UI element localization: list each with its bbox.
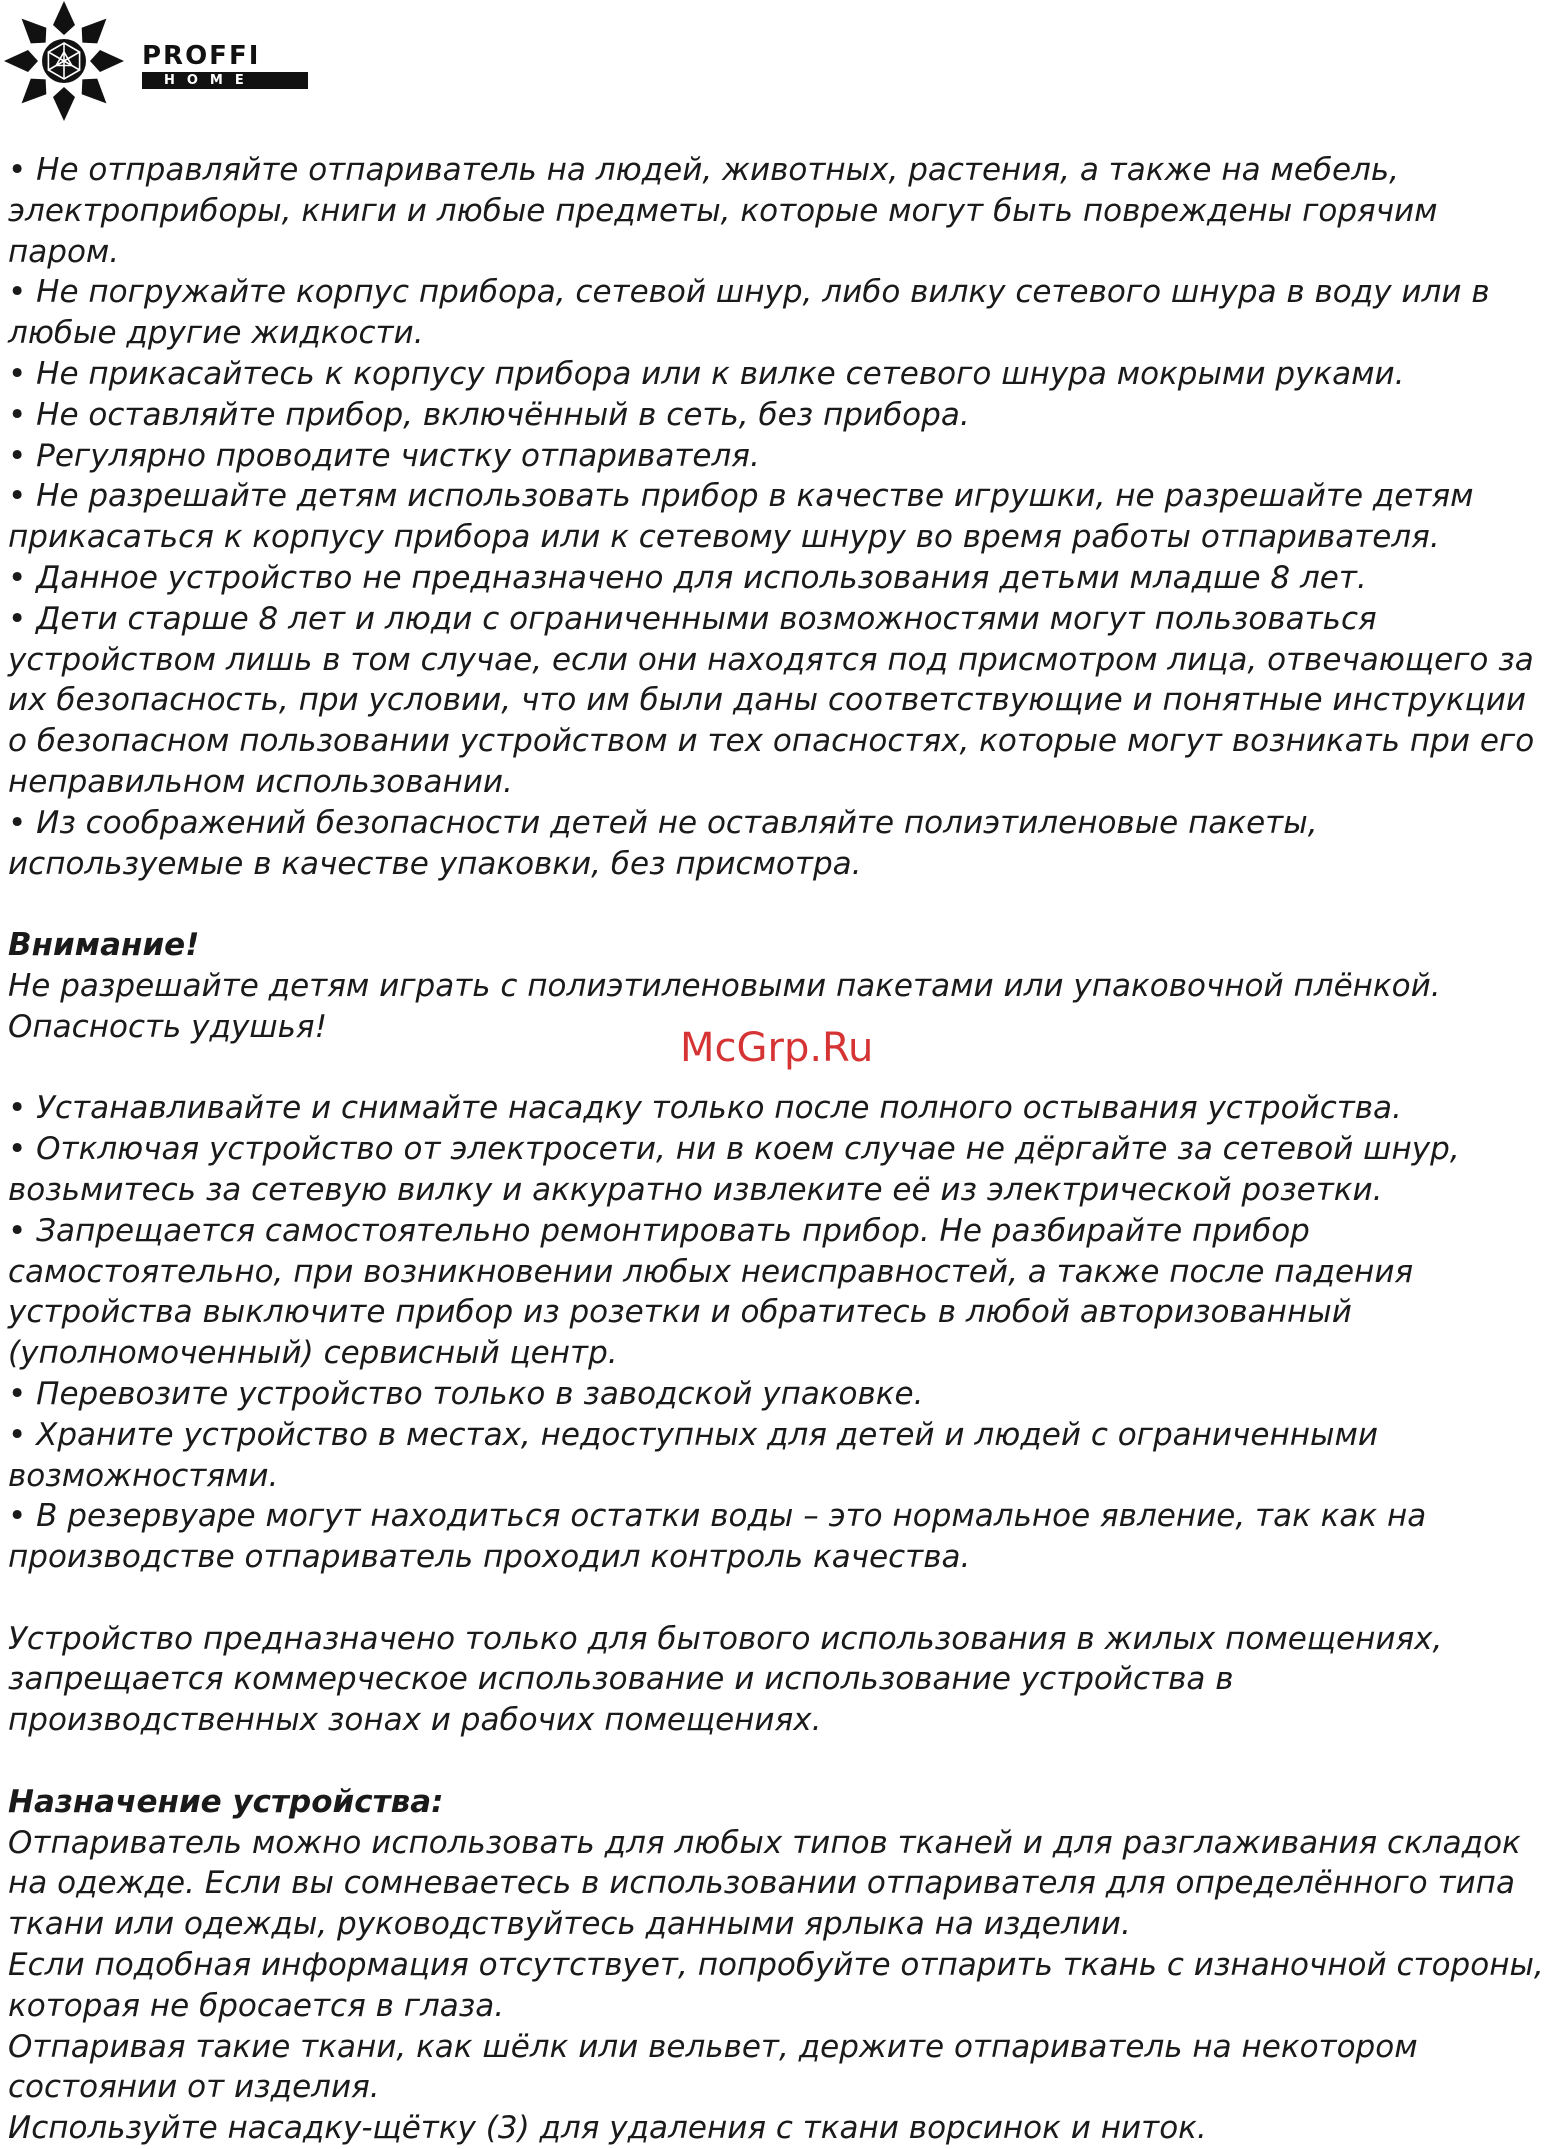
purpose-heading: Назначение устройства:: [8, 1783, 444, 1820]
watermark: McGrp.Ru: [680, 1025, 874, 1071]
list-item: • Устанавливайте и снимайте насадку только после полного остывания устройства.: [8, 1090, 1402, 1127]
list-item: • Не отправляйте отпариватель на людей, животных, растения, а также на мебель, электроприборы, книги и любые предметы, которые могут быть повреждены горячим паром.: [8, 152, 1438, 270]
list-item: • Не разрешайте детям использовать прибор в качестве игрушки, не разрешайте детям прикасаться к корпусу прибора или к сетевому шнуру во время работы отпаривателя.: [8, 478, 1474, 556]
brand-sub: HOME: [142, 72, 308, 89]
list-item: • Отключая устройство от электросети, ни в коем случае не дёргайте за сетевой шнур, возьмитесь за сетевую вилку и аккуратно извлеките её из электрической розетки.: [8, 1131, 1460, 1208]
brand-wordmark: [142, 42, 308, 89]
purpose-paragraph: Отпариватель можно использовать для любых типов тканей и для разглаживания складок на одежде. Если вы сомневаетесь в использовании отпаривателя для определённого типа ткани или одежды, руководствуйтесь данными ярлыка на изделии.: [8, 1824, 1521, 1943]
list-item: • Из соображений безопасности детей не оставляйте полиэтиленовые пакеты, используемые в качестве упаковки, без присмотра.: [8, 804, 1318, 882]
warning-heading: Внимание!: [8, 927, 200, 964]
manual-text: [8, 150, 1553, 2149]
snowflake-logo-icon: [0, 0, 130, 125]
list-item: • В резервуаре могут находиться остатки воды – это нормальное явление, так как на производстве отпариватель проходил контроль качества.: [8, 1498, 1427, 1576]
list-item: • Регулярно проводите чистку отпаривателя.: [8, 437, 760, 474]
purpose-paragraph: Используйте насадку-щётку (3) для удаления с ткани ворсинок и ниток.: [8, 2110, 1207, 2147]
household-note: Устройство предназначено только для бытового использования в жилых помещениях, запрещается коммерческое использование и использование устройства в производственных зонах и рабочих помещениях.: [8, 1620, 1443, 1739]
list-item: • Не погружайте корпус прибора, сетевой шнур, либо вилку сетевого шнура в воду или в любые другие жидкости.: [8, 274, 1490, 352]
purpose-paragraph: Отпаривая такие ткани, как шёлк или вельвет, держите отпариватель на некотором состоянии от изделия.: [8, 2028, 1418, 2106]
purpose-paragraph: Если подобная информация отсутствует, попробуйте отпарить ткань с изнаночной стороны, которая не бросается в глаза.: [8, 1947, 1544, 2024]
list-item: • Запрещается самостоятельно ремонтировать прибор. Не разбирайте прибор самостоятельно, при возникновении любых неисправностей, а также после падения устройства выключите прибор из розетки и обратитесь в любой авторизованный (уполномоченный) сервисный центр.: [8, 1212, 1414, 1372]
list-item: • Перевозите устройство только в заводской упаковке.: [8, 1375, 924, 1412]
warning-text: Не разрешайте детям играть с полиэтиленовыми пакетами или упаковочной плёнкой. Опасность удушья!: [8, 967, 1441, 1045]
page-header: [0, 0, 320, 125]
list-item: • Данное устройство не предназначено для использования детьми младше 8 лет.: [8, 559, 1367, 596]
list-item: • Храните устройство в местах, недоступных для детей и людей с ограниченными возможностями.: [8, 1416, 1378, 1494]
brand-name: PROFFI: [142, 41, 261, 71]
list-item: • Не оставляйте прибор, включённый в сеть, без прибора.: [8, 396, 970, 433]
list-item: • Не прикасайтесь к корпусу прибора или к вилке сетевого шнура мокрыми руками.: [8, 355, 1405, 392]
list-item: • Дети старше 8 лет и люди с ограниченными возможностями могут пользоваться устройством лишь в том случае, если они находятся под присмотром лица, отвечающего за их безопасность, при условии, что им были даны соответствующие и понятные инструкции о безопасном пользовании устройством и тех опасностях, которые могут возникать при его неправильном использовании.: [8, 600, 1535, 800]
